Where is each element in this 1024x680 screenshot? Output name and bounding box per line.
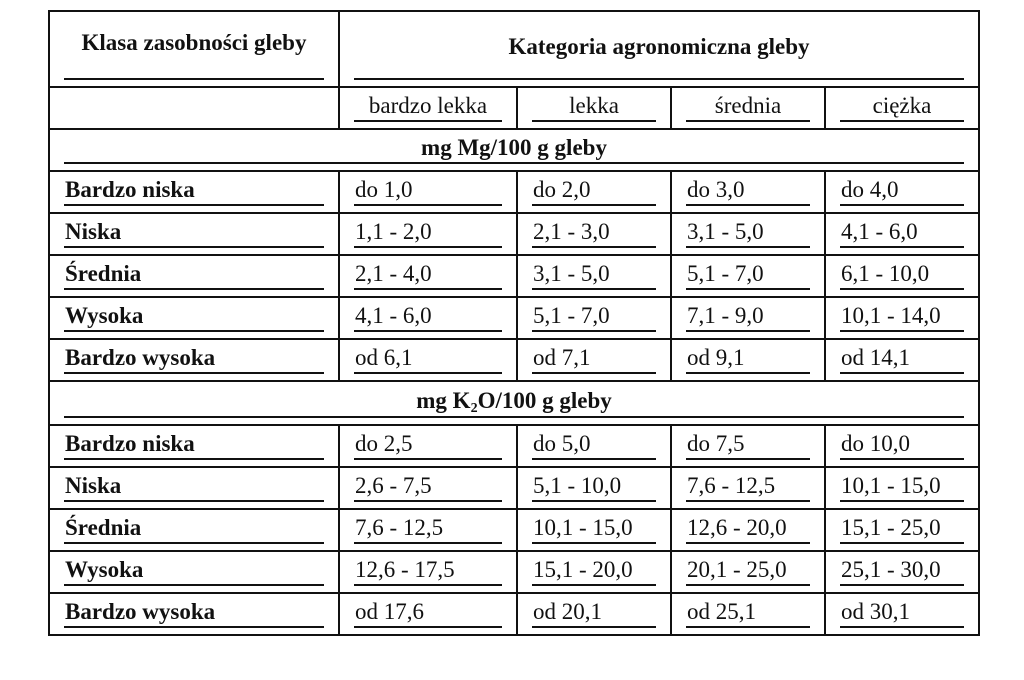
value-cell: 2,1 - 3,0 <box>517 213 671 255</box>
value-cell: 5,1 - 10,0 <box>517 467 671 509</box>
table-row <box>49 339 979 381</box>
section-header-row <box>49 381 979 425</box>
value-cell: do 1,0 <box>339 171 517 213</box>
value-cell: 15,1 - 20,0 <box>517 551 671 593</box>
section-header <box>49 129 979 171</box>
class-cell: Bardzo wysoka <box>49 593 339 635</box>
class-cell: Wysoka <box>49 297 339 339</box>
table-row <box>49 467 979 509</box>
value-cell: od 30,1 <box>825 593 979 635</box>
value-cell: 10,1 - 15,0 <box>517 509 671 551</box>
section-unit: mg Mg/100 g gleby <box>421 135 607 160</box>
table-row <box>49 551 979 593</box>
category-header: Kategoria agronomiczna gleby <box>339 11 979 87</box>
value-cell: od 17,6 <box>339 593 517 635</box>
value-cell: do 2,5 <box>339 425 517 467</box>
class-cell: Wysoka <box>49 551 339 593</box>
section-header <box>49 381 979 425</box>
value-cell: od 7,1 <box>517 339 671 381</box>
value-cell: 2,6 - 7,5 <box>339 467 517 509</box>
value-cell: 20,1 - 25,0 <box>671 551 825 593</box>
value-cell: 12,6 - 20,0 <box>671 509 825 551</box>
value-cell: do 4,0 <box>825 171 979 213</box>
class-cell: Średnia <box>49 255 339 297</box>
empty-cell <box>49 87 339 129</box>
class-cell: Bardzo niska <box>49 425 339 467</box>
value-cell: 3,1 - 5,0 <box>671 213 825 255</box>
value-cell: 15,1 - 25,0 <box>825 509 979 551</box>
value-cell: od 20,1 <box>517 593 671 635</box>
class-cell: Średnia <box>49 509 339 551</box>
table-row <box>49 255 979 297</box>
table-row <box>49 593 979 635</box>
value-cell: do 7,5 <box>671 425 825 467</box>
value-cell: 10,1 - 14,0 <box>825 297 979 339</box>
class-cell: Bardzo niska <box>49 171 339 213</box>
value-cell: do 3,0 <box>671 171 825 213</box>
value-cell: 4,1 - 6,0 <box>339 297 517 339</box>
value-cell: 1,1 - 2,0 <box>339 213 517 255</box>
category-cell: średnia <box>671 87 825 129</box>
value-cell: od 6,1 <box>339 339 517 381</box>
category-cell: lekka <box>517 87 671 129</box>
value-cell: do 10,0 <box>825 425 979 467</box>
class-cell: Niska <box>49 213 339 255</box>
value-cell: 4,1 - 6,0 <box>825 213 979 255</box>
table-row <box>49 509 979 551</box>
value-cell: 5,1 - 7,0 <box>517 297 671 339</box>
value-cell: 7,6 - 12,5 <box>339 509 517 551</box>
value-cell: 6,1 - 10,0 <box>825 255 979 297</box>
value-cell: 7,6 - 12,5 <box>671 467 825 509</box>
section-header-row <box>49 129 979 171</box>
class-header: Klasa zasobności gleby <box>49 11 339 87</box>
value-cell: do 2,0 <box>517 171 671 213</box>
value-cell: do 5,0 <box>517 425 671 467</box>
table-row <box>49 171 979 213</box>
section-unit: mg $K_2O/100$ g gleby <box>416 388 612 416</box>
table-row <box>49 297 979 339</box>
value-cell: od 25,1 <box>671 593 825 635</box>
table-row <box>49 213 979 255</box>
header-row <box>49 11 979 87</box>
category-cell: bardzo lekka <box>339 87 517 129</box>
category-cell: ciężka <box>825 87 979 129</box>
value-cell: 3,1 - 5,0 <box>517 255 671 297</box>
value-cell: 25,1 - 30,0 <box>825 551 979 593</box>
table-row <box>49 425 979 467</box>
soil-class-table <box>48 10 980 636</box>
value-cell: od 9,1 <box>671 339 825 381</box>
class-cell: Niska <box>49 467 339 509</box>
value-cell: od 14,1 <box>825 339 979 381</box>
category-row <box>49 87 979 129</box>
value-cell: 2,1 - 4,0 <box>339 255 517 297</box>
value-cell: 10,1 - 15,0 <box>825 467 979 509</box>
value-cell: 5,1 - 7,0 <box>671 255 825 297</box>
value-cell: 12,6 - 17,5 <box>339 551 517 593</box>
value-cell: 7,1 - 9,0 <box>671 297 825 339</box>
class-cell: Bardzo wysoka <box>49 339 339 381</box>
